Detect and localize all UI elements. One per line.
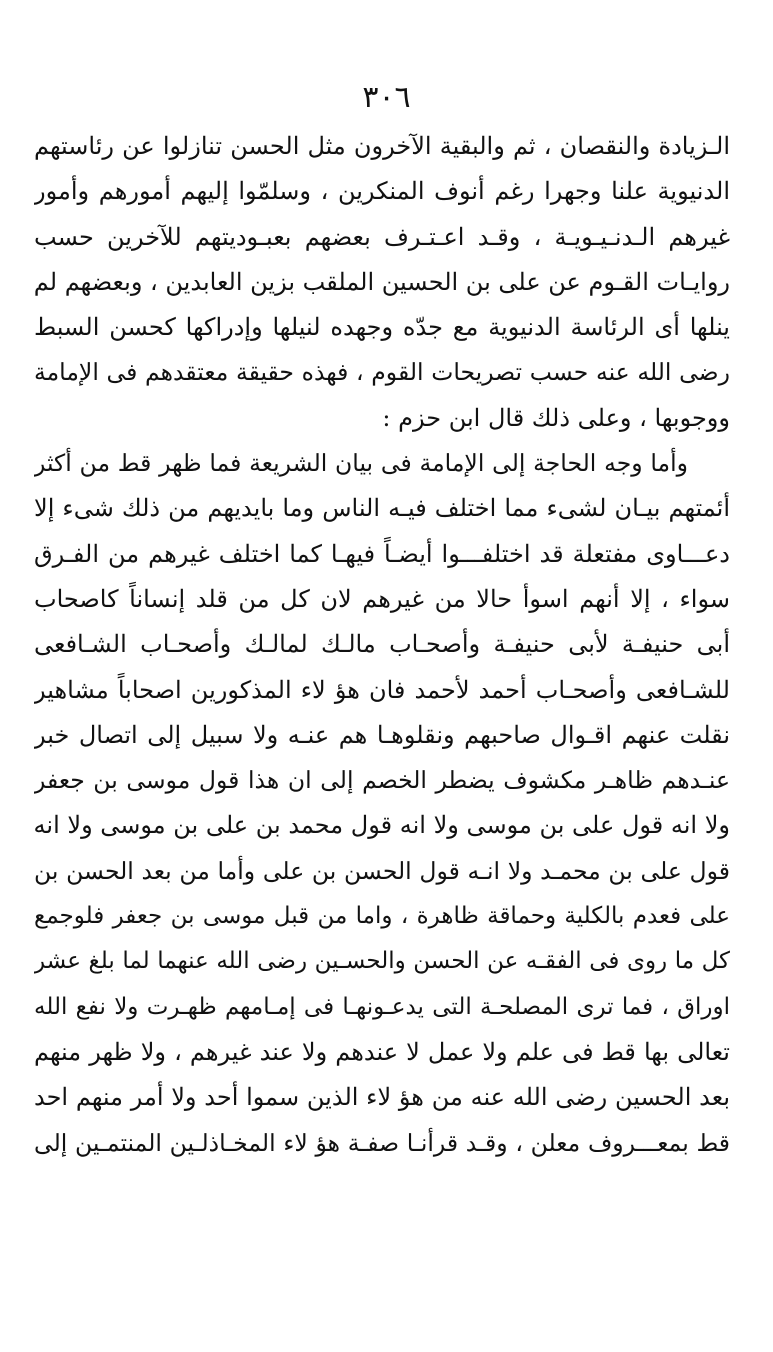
- text-line: اوراق ، فما ترى المصلحـة التى يدعـونهـا فى إمـامهم ظهـرت ولا نفع الله: [34, 993, 730, 1020]
- text-line: الـزيادة والنقصان ، ثم والبقية الآخرون مثل الحسن تنازلوا عن رئاستهم: [34, 132, 730, 160]
- text-line: الدنيوية علنا وجهرا رغم أنوف المنكرين ، وسلمّوا إليهم أمورهم وأمور: [34, 177, 730, 206]
- text-line: نقلت عنهم اقـوال صاحبهم ونقلوهـا هم عنـه ولا سبيل إلى اتصال خبر: [34, 720, 730, 749]
- text-line: وأما وجه الحاجة إلى الإمامة فى بيان الشريعة فما ظهر قط من أكثر: [34, 449, 688, 478]
- text-line: روايـات القـوم عن على بن الحسين الملقب بزين العابدين ، وبعضهم لم: [34, 267, 730, 296]
- text-line: للشـافعى وأصحـاب أحمد لأحمد فان هؤ لاء المذكورين اصحاباً مشاهير: [34, 675, 730, 704]
- text-line: عنـدهم ظاهـر مكشوف يضطر الخصم إلى ان هذا قول موسى بن جعفر: [34, 766, 730, 795]
- body-text: [34, 124, 730, 1166]
- text-line: ينلها أى الرئاسة الدنيوية مع جدّه وجهده لنيلها وإدراكها كحسن السبط: [34, 313, 730, 342]
- text-line: غيرهم الـدنـيـويـة ، وقـد اعـتـرف بعضهم بعبـوديتهم للآخرين حسب: [34, 222, 730, 251]
- text-line: دعـــاوى مفتعلة قد اختلفـــوا أيضـاً فيهـا كما اختلف غيرهم من الفـرق: [34, 539, 730, 568]
- text-line: بعد الحسين رضى الله عنه من هؤ لاء الذين سموا أحد ولا أمر منهم احد: [34, 1083, 730, 1112]
- text-line: أبى حنيفـة لأبى حنيفـة وأصحـاب مالـك لمالـك وأصحـاب الشـافعى: [34, 630, 730, 659]
- text-line: ولا انه قول على بن موسى ولا انه قول محمد بن على بن موسى ولا انه: [34, 811, 730, 840]
- text-line: على فعدم بالكلية وحماقة ظاهرة ، واما من قبل موسى بن جعفر فلوجمع: [34, 903, 730, 930]
- text-line: أئمتهم بيـان لشىء مما اختلف فيـه الناس وما بايديهم من ذلك شىء إلا: [34, 494, 730, 523]
- text-line: ووجوبها ، وعلى ذلك قال ابن حزم :: [382, 403, 730, 432]
- text-line: قول على بن محمـد ولا انـه قول الحسن بن على وأما من بعد الحسن بن: [34, 856, 730, 885]
- text-line: كل ما روى فى الفقـه عن الحسن والحسـين رضى الله عنهما لما بلغ عشر: [34, 948, 730, 975]
- text-line: قط بمعـــروف معلن ، وقـد قرأنـا صفـة هؤ لاء المخـاذلـين المنتمـين إلى: [34, 1128, 730, 1157]
- page-number: ٣٠٦: [362, 80, 411, 115]
- text-line: سواء ، إلا أنهم اسوأ حالا من غيرهم لان كل من قلد إنساناً كاصحاب: [34, 584, 730, 613]
- text-line: تعالى بها قط فى علم ولا عمل لا عندهم ولا عند غيرهم ، ولا ظهر منهم: [34, 1037, 730, 1066]
- text-line: رضى الله عنه حسب تصريحات القوم ، فهذه حقيقة معتقدهم فى الإمامة: [34, 358, 730, 387]
